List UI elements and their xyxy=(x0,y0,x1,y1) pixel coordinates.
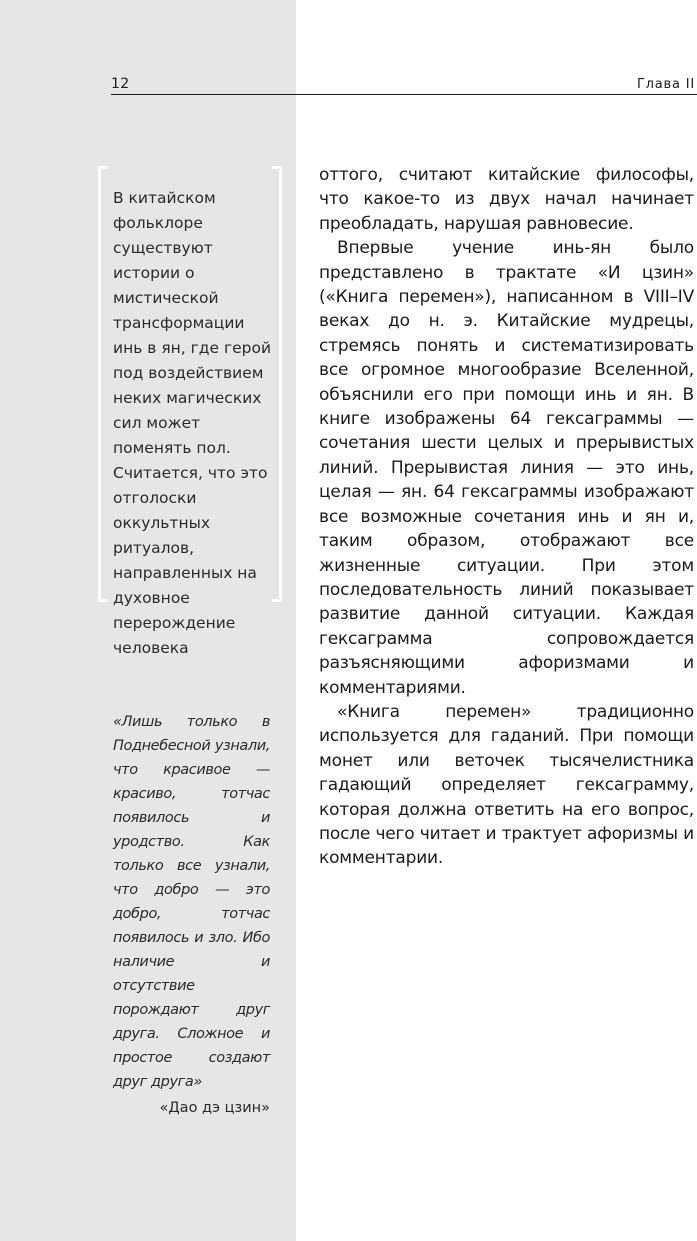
right-bracket xyxy=(272,166,282,602)
quote-source: «Дао дэ цзин» xyxy=(159,1100,270,1116)
left-bracket xyxy=(98,166,108,602)
main-paragraph-2: Впервые учение инь-ян было представлено в трактате «И цзин» («Книга перемен»), написанном в VIII–IV веках до н. э. Китайские мудрецы, стремясь понять и систематизировать все огромное многообразие Вселенной, объяснили его при помощи инь и ян. В книге изображены 64 гексаграммы — сочетания шести целых и прерывистых линий. Прерывистая линия — это инь, целая — ян. 64 гексаграммы изображают все возможные сочетания инь и ян и, таким образом, отображают все жизненные ситуации. При этом последовательность линий показывает развитие данной ситуации. Каждая гексаграмма сопровождается разъясняющими афоризмами и комментариями. xyxy=(319,238,694,698)
main-paragraph-3: «Книга перемен» традиционно используется для гаданий. При помощи монет или веточек тысячелистника гадающий определяет гексаграмму, которая должна ответить на его вопрос, после чего читает и трактует афоризмы и комментарии. xyxy=(319,701,694,869)
page-number: 12 xyxy=(111,76,130,92)
sidebar-note xyxy=(98,166,282,657)
quote-text: «Лишь только в Поднебесной узнали, что красивое — красиво, тотчас появилось и уродство. Как только все узнали, что добро — это добро, тотчас появилось и зло. Ибо наличие и отсутствие порождают друг друга. Сложное и простое создают друг друга» xyxy=(113,714,270,1090)
main-paragraph-1: оттого, считают китайские философы, что какое-то из двух начал начинает преобладать, нарушая равновесие. xyxy=(319,165,694,234)
sidebar-quote xyxy=(113,710,270,1120)
sidebar-note-text: В китайском фольклоре существуют истории о мистической трансформации инь в ян, где герой под воздействием неких магических сил может поменять пол. Считается, что это отголоски оккультных ритуалов, направленных на духовное перерождение человека xyxy=(113,189,272,657)
chapter-label: Глава II xyxy=(636,77,695,92)
main-text xyxy=(319,163,694,871)
header-rule xyxy=(111,94,697,95)
